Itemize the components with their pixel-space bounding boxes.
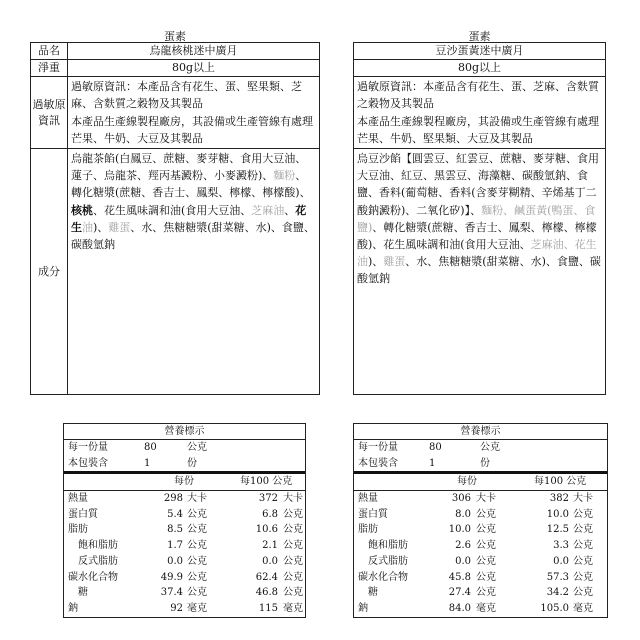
per-100g-value: 34.2: [546, 587, 569, 599]
nutrient-row: [64, 507, 305, 523]
nutrient-row: [64, 601, 305, 617]
allergen-line: 本產品生產線製程廠房，其設備或生產管線有處理: [357, 114, 599, 128]
allergen-info: [354, 77, 606, 149]
per-100g-unit: 公克: [573, 540, 593, 552]
per-serving-value: 2.6: [455, 540, 471, 552]
nutrient-row: [64, 554, 305, 570]
per-100g-unit: 大卡: [283, 493, 303, 505]
nutrient-name: 鈉: [358, 602, 368, 614]
ingredient-segment: 油: [82, 220, 93, 234]
per-serving-unit: 公克: [187, 571, 207, 583]
per-100g-header: 每100 公克: [240, 476, 293, 488]
per-serving-unit: 毫克: [476, 602, 496, 614]
per-100g-unit: 毫克: [283, 602, 303, 614]
nutrient-row: [354, 585, 607, 601]
right-nutrition-table: [353, 423, 608, 618]
per-serving-value: 5.4: [167, 508, 183, 520]
nutrient-row: [354, 491, 607, 507]
per-100g-value: 6.8: [262, 508, 278, 520]
per-serving-unit: 公克: [476, 555, 496, 567]
allergen-line: 過敏原資訊：本產品含有花生、蛋、芝麻、含麩質: [357, 80, 599, 94]
serving-row: [64, 440, 305, 456]
per-serving-value: 8.5: [167, 524, 183, 536]
allergen-line: 本產品生產線製程廠房，其設備或生產管線有處理: [71, 114, 313, 128]
net-weight: 80g以上: [68, 60, 320, 77]
ingredient-segment: 核桃: [71, 203, 93, 217]
per-100g-value: 57.3: [546, 571, 569, 583]
nutrient-row: [64, 522, 305, 538]
serving-unit: 公克: [187, 442, 207, 453]
nutrient-name: 熱量: [358, 493, 378, 505]
nutrient-name: 反式脂肪: [78, 555, 118, 567]
ingredients-text: [68, 149, 320, 395]
ingredient-segment: 、水、焦糖糖漿(甜菜糖、水)、食鹽、碳酸氫鈉: [71, 220, 315, 252]
per-serving-unit: 公克: [187, 508, 207, 520]
servings-value: 1: [144, 457, 151, 469]
per-100g-unit: 公克: [283, 524, 303, 536]
per-100g-unit: 公克: [283, 587, 303, 599]
per-100g-unit: 公克: [573, 508, 593, 520]
per-serving-unit: 公克: [476, 540, 496, 552]
ingredients-paragraph: [357, 150, 602, 288]
per-serving-unit: 公克: [476, 571, 496, 583]
allergen-line: 之穀物及其製品: [357, 97, 434, 111]
column-header-row: [354, 474, 607, 491]
per-serving-value: 45.8: [448, 571, 471, 583]
per-100g-unit: 公克: [283, 508, 303, 520]
per-serving-value: 0.0: [167, 555, 183, 567]
nutrient-row: [64, 570, 305, 586]
ingredient-segment: 、轉化糖漿(蔗糖、香吉士、鳳梨、檸檬、檸檬酸)、花生風味調和油(食用大豆油、: [357, 220, 597, 252]
nutrient-name: 脂肪: [68, 524, 88, 536]
nutrient-rows: [354, 491, 607, 617]
serving-label: 每一份量: [358, 442, 398, 453]
per-serving-unit: 毫克: [187, 602, 207, 614]
per-100g-header: 每100 公克: [534, 476, 587, 488]
per-serving-unit: 大卡: [187, 493, 207, 505]
per-serving-value: 92: [170, 602, 183, 614]
ingredient-segment: )、: [93, 220, 109, 234]
ingredient-segment: 、水、焦糖糖漿(甜菜糖、水)、食鹽、碳酸氫鈉: [357, 255, 601, 286]
servings-unit: 份: [480, 457, 490, 469]
ingredient-segment: 芝麻油: [251, 203, 285, 217]
allergen-line: 芒果、牛奶、大豆及其製品: [71, 131, 203, 145]
per-100g-value: 0.0: [262, 555, 278, 567]
serving-row: [354, 440, 607, 456]
nutrient-row: [354, 570, 607, 586]
allergen-info: [68, 77, 320, 149]
per-serving-header: 每份: [457, 476, 477, 488]
name-label: 品名: [31, 43, 68, 60]
nutrient-name: 飽和脂肪: [368, 540, 408, 552]
nutrition-title: 營養標示: [354, 424, 607, 440]
servings-label: 本包裝含: [358, 457, 398, 469]
nutrient-row: [64, 538, 305, 554]
per-serving-value: 306: [451, 493, 471, 505]
per-serving-value: 0.0: [455, 555, 471, 567]
allergen-line: 麻、含麩質之穀物及其製品: [71, 97, 203, 111]
per-100g-unit: 公克: [573, 524, 593, 536]
ingredients-text: [354, 149, 606, 395]
per-100g-value: 10.0: [546, 508, 569, 520]
weight-label: 淨重: [31, 60, 68, 77]
per-100g-value: 3.3: [553, 540, 569, 552]
nutrient-row: [354, 522, 607, 538]
product-name: 烏龍核桃迷中廣月: [68, 43, 320, 60]
ingredient-segment: 、轉化糖漿(蔗糖、香吉士、鳳梨、檸檬、檸檬酸)、: [71, 169, 311, 200]
nutrient-name: 鈉: [68, 602, 78, 614]
nutrition-title: 營養標示: [64, 424, 305, 440]
nutrient-name: 蛋白質: [68, 508, 98, 520]
per-serving-unit: 公克: [187, 540, 207, 552]
ingredient-segment: 雞蛋: [108, 220, 131, 234]
nutrient-row: [354, 601, 607, 617]
servings-row: [64, 456, 305, 475]
ingredient-segment: 雞蛋: [383, 255, 406, 269]
per-serving-value: 37.4: [160, 587, 183, 599]
per-100g-unit: 公克: [573, 571, 593, 583]
per-100g-unit: 公克: [283, 571, 303, 583]
nutrient-name: 熱量: [68, 493, 88, 505]
per-100g-value: 0.0: [553, 555, 569, 567]
column-header-row: [64, 474, 305, 491]
nutrient-row: [354, 538, 607, 554]
ingredient-segment: 芝麻油、花生油: [357, 238, 597, 269]
per-serving-value: 10.0: [448, 524, 471, 536]
per-serving-unit: 公克: [476, 508, 496, 520]
per-100g-unit: 公克: [283, 555, 303, 567]
serving-unit: 公克: [480, 442, 500, 453]
per-serving-header: 每份: [174, 476, 194, 488]
serving-value: 80: [429, 442, 442, 453]
per-100g-value: 372: [258, 493, 278, 505]
nutrient-name: 糖: [78, 587, 88, 599]
nutrient-name: 糖: [368, 587, 378, 599]
nutrient-name: 碳水化合物: [358, 571, 408, 583]
ingredient-segment: 烏豆沙餡【圓雲豆、紅雲豆、蔗糖、麥芽糖、食用大豆油、紅豆、黑雲豆、海藻糖、碳酸氫鈉、食鹽、香料(葡萄糖、香料(含麥芽糊精、辛烯基丁二酸鈉澱粉)、二氧化矽)】、: [357, 152, 599, 217]
ingredient-segment: 麵粉: [273, 169, 296, 183]
serving-value: 80: [144, 442, 157, 453]
servings-unit: 份: [187, 457, 197, 469]
per-100g-unit: 公克: [573, 555, 593, 567]
per-serving-value: 84.0: [448, 602, 471, 614]
serving-label: 每一份量: [68, 442, 108, 453]
nutrient-row: [64, 491, 305, 507]
nutrient-rows: [64, 491, 305, 617]
ingredient-segment: 烏龍茶餡(白鳳豆、蔗糖、麥芽糖、食用大豆油、蓮子、烏龍茶、羥丙基澱粉、小麥澱粉)、: [71, 152, 307, 183]
ingredient-segment: 花生: [71, 203, 307, 234]
per-100g-value: 46.8: [255, 587, 278, 599]
per-serving-value: 1.7: [167, 540, 183, 552]
per-100g-value: 12.5: [546, 524, 569, 536]
servings-label: 本包裝含: [68, 457, 108, 469]
per-serving-unit: 公克: [187, 555, 207, 567]
nutrient-name: 飽和脂肪: [78, 540, 118, 552]
per-serving-value: 298: [163, 493, 183, 505]
left-caption: 蛋素: [164, 30, 186, 43]
per-100g-unit: 大卡: [573, 493, 593, 505]
per-100g-value: 2.1: [262, 540, 278, 552]
allergen-line: 芒果、牛奶、堅果類、大豆及其製品: [357, 131, 533, 145]
nutrient-name: 反式脂肪: [368, 555, 408, 567]
per-serving-value: 27.4: [448, 587, 471, 599]
per-100g-value: 382: [549, 493, 569, 505]
ingredient-segment: 、花生風味調和油(食用大豆油、: [93, 203, 252, 217]
ingredient-segment: 麵粉、鹹蛋黃(鴨蛋、食鹽): [357, 203, 596, 234]
nutrient-row: [354, 554, 607, 570]
per-100g-value: 62.4: [255, 571, 278, 583]
right-spec-table: [353, 42, 606, 395]
per-serving-unit: 公克: [187, 587, 207, 599]
nutrient-row: [354, 507, 607, 523]
servings-row: [354, 456, 607, 475]
per-serving-value: 8.0: [455, 508, 471, 520]
product-name: 豆沙蛋黃迷中廣月: [354, 43, 606, 60]
ingredient-segment: 、: [284, 203, 296, 217]
per-100g-value: 10.6: [255, 524, 278, 536]
per-serving-unit: 公克: [187, 524, 207, 536]
ingredients-paragraph: [71, 150, 316, 253]
per-100g-unit: 公克: [573, 587, 593, 599]
net-weight: 80g以上: [354, 60, 606, 77]
allergen-label: 過敏原 資訊: [31, 77, 68, 149]
per-100g-unit: 公克: [283, 540, 303, 552]
ingredient-segment: )、: [368, 255, 384, 269]
right-caption: 蛋素: [468, 30, 491, 43]
per-100g-unit: 毫克: [573, 602, 593, 614]
per-serving-value: 49.9: [160, 571, 183, 583]
nutrient-row: [64, 585, 305, 601]
nutrient-name: 碳水化合物: [68, 571, 118, 583]
left-nutrition-table: [63, 423, 306, 618]
nutrient-name: 蛋白質: [358, 508, 388, 520]
per-serving-unit: 公克: [476, 587, 496, 599]
allergen-line: 過敏原資訊：本產品含有花生、蛋、堅果類、芝: [71, 80, 302, 94]
per-serving-unit: 大卡: [476, 493, 496, 505]
per-100g-value: 115: [258, 602, 278, 614]
ingredients-label: 成分: [31, 149, 68, 395]
nutrient-name: 脂肪: [358, 524, 378, 536]
left-spec-table: [30, 42, 320, 395]
per-100g-value: 105.0: [540, 602, 569, 614]
per-serving-unit: 公克: [476, 524, 496, 536]
servings-value: 1: [429, 457, 436, 469]
